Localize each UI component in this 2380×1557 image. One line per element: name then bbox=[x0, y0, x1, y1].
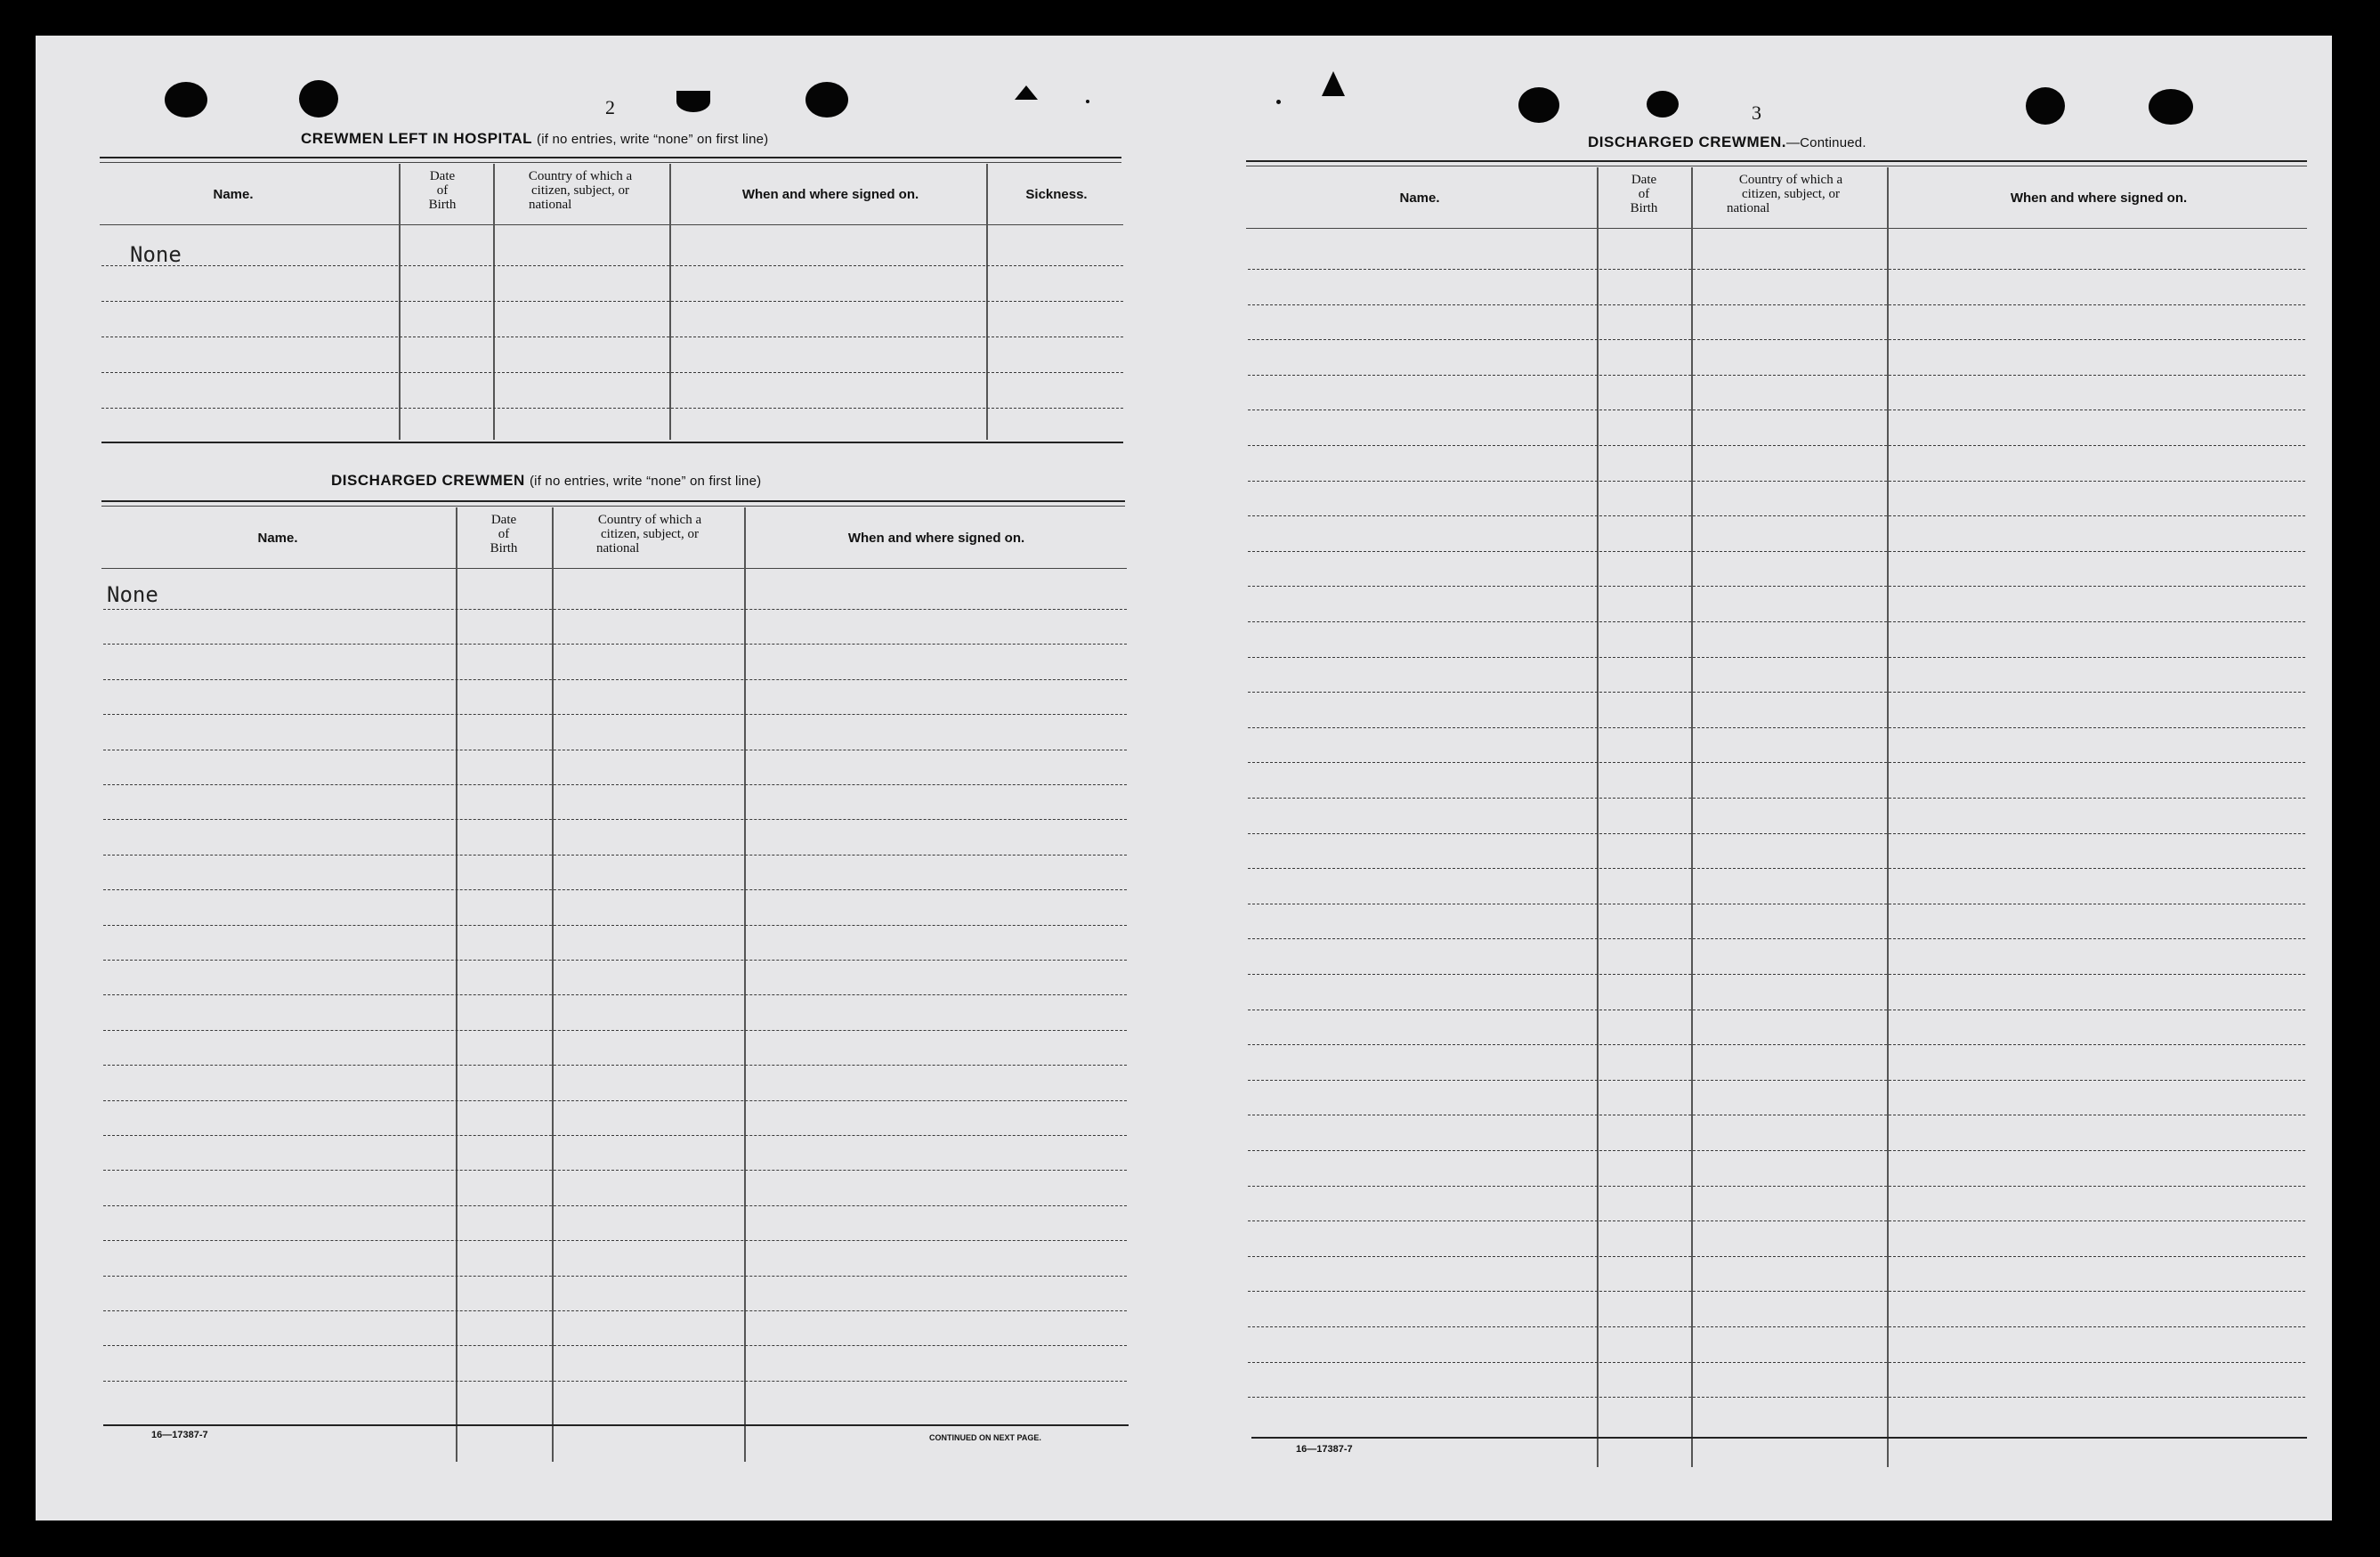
table-row-line bbox=[1248, 657, 2305, 658]
discharged-section-title bbox=[331, 472, 761, 490]
discharged-continued-title-text: DISCHARGED CREWMEN. bbox=[1588, 134, 1786, 150]
table-row-line bbox=[1248, 1080, 2305, 1081]
table-row-line bbox=[1248, 1291, 2305, 1292]
table-row-line bbox=[103, 1310, 1127, 1311]
table-row-line bbox=[103, 679, 1127, 680]
table-row-line bbox=[103, 855, 1127, 856]
table-row-line bbox=[101, 301, 1123, 302]
table-row-line bbox=[103, 1381, 1127, 1382]
table-row-line bbox=[1248, 586, 2305, 587]
discharged-title-text: DISCHARGED CREWMEN bbox=[331, 472, 525, 489]
table-row-line bbox=[1248, 692, 2305, 693]
document-page bbox=[36, 36, 2332, 1521]
right-col-signed: When and where signed on. bbox=[2010, 191, 2188, 206]
table-row-line bbox=[103, 1135, 1127, 1136]
right-col-country bbox=[1695, 173, 1887, 215]
table-row-line bbox=[103, 1345, 1127, 1346]
table-row-line bbox=[1248, 551, 2305, 552]
table-row-line bbox=[1248, 375, 2305, 376]
table-row-line bbox=[103, 1276, 1127, 1277]
dob-label-3: Birth bbox=[428, 198, 457, 212]
punch-hole bbox=[676, 91, 710, 112]
country-label-1: Country of which a bbox=[528, 169, 633, 183]
table-row-line bbox=[1248, 304, 2305, 305]
country-label-3: national bbox=[1727, 201, 1770, 215]
continued-note: CONTINUED ON NEXT PAGE. bbox=[929, 1433, 1041, 1442]
punch-hole bbox=[1518, 87, 1559, 123]
form-number: 16—17387-7 bbox=[1296, 1444, 1353, 1455]
table-row-line bbox=[1248, 621, 2305, 622]
table-row-line bbox=[1248, 1044, 2305, 1045]
table-row-line bbox=[103, 819, 1127, 820]
country-label-1: Country of which a bbox=[1738, 173, 1843, 187]
table-row-line bbox=[1248, 515, 2305, 516]
hospital-col-divider bbox=[986, 164, 988, 440]
right-bottom-rule bbox=[1251, 1437, 2307, 1439]
punch-hole bbox=[1647, 91, 1679, 118]
discharged-col-divider bbox=[552, 507, 554, 1462]
table-row-line bbox=[1248, 762, 2305, 763]
form-number: 16—17387-7 bbox=[151, 1430, 208, 1440]
hospital-col-divider bbox=[399, 164, 401, 440]
table-row-line bbox=[1248, 1186, 2305, 1187]
punch-hole bbox=[805, 82, 848, 118]
right-top-rule bbox=[1246, 160, 2307, 162]
table-row-line bbox=[1248, 833, 2305, 834]
table-row-line bbox=[103, 784, 1127, 785]
speck bbox=[1276, 100, 1281, 104]
hospital-col-sickness: Sickness. bbox=[1025, 187, 1088, 202]
hospital-bottom-rule bbox=[101, 442, 1123, 443]
table-row-line bbox=[1248, 868, 2305, 869]
right-col-name: Name. bbox=[1399, 191, 1440, 206]
dob-label-2: of bbox=[498, 527, 510, 541]
punch-hole bbox=[299, 80, 338, 118]
table-row-line bbox=[1248, 481, 2305, 482]
discharged-col-divider bbox=[456, 507, 457, 1462]
right-col-divider bbox=[1887, 167, 1889, 1467]
table-row-line bbox=[103, 609, 1127, 610]
table-row-line bbox=[1248, 269, 2305, 270]
table-row-line bbox=[103, 1205, 1127, 1206]
discharged-title-note: (if no entries, write “none” on first line) bbox=[529, 474, 762, 489]
table-row-line bbox=[1248, 727, 2305, 728]
hospital-title-text: CREWMEN LEFT IN HOSPITAL bbox=[301, 130, 532, 147]
hospital-col-country bbox=[493, 169, 668, 212]
hospital-col-divider bbox=[493, 164, 495, 440]
speck bbox=[1086, 100, 1089, 103]
hospital-first-entry: None bbox=[130, 242, 182, 267]
table-row-line bbox=[103, 960, 1127, 961]
discharged-first-entry: None bbox=[107, 582, 158, 607]
table-row-line bbox=[103, 1065, 1127, 1066]
discharged-continued-suffix: —Continued. bbox=[1785, 135, 1866, 150]
dob-label-3: Birth bbox=[490, 541, 518, 555]
table-row-line bbox=[103, 994, 1127, 995]
table-row-line bbox=[103, 889, 1127, 890]
hospital-col-dob bbox=[398, 169, 487, 212]
country-label-1: Country of which a bbox=[597, 513, 702, 527]
table-row-line bbox=[1248, 1150, 2305, 1151]
table-row-line bbox=[1248, 1220, 2305, 1221]
table-row-line bbox=[1248, 445, 2305, 446]
dob-label-2: of bbox=[1638, 187, 1650, 201]
discharged-top-rule-thin bbox=[101, 506, 1125, 507]
discharged-col-dob bbox=[459, 513, 548, 555]
table-row-line bbox=[1248, 1397, 2305, 1398]
dob-label-3: Birth bbox=[1630, 201, 1658, 215]
hospital-top-rule bbox=[100, 157, 1121, 158]
table-row-line bbox=[103, 1100, 1127, 1101]
dob-label-1: Date bbox=[1631, 173, 1657, 187]
hospital-col-signed: When and where signed on. bbox=[741, 187, 919, 202]
punch-hole bbox=[2026, 87, 2065, 125]
country-label-2: citizen, subject, or bbox=[1742, 187, 1840, 201]
dob-label-1: Date bbox=[429, 169, 456, 183]
table-row-line bbox=[101, 265, 1123, 266]
table-row-line bbox=[101, 408, 1123, 409]
hospital-col-divider bbox=[669, 164, 671, 440]
table-row-line bbox=[1248, 339, 2305, 340]
hospital-header-rule bbox=[100, 224, 1123, 225]
dob-label-1: Date bbox=[490, 513, 517, 527]
table-row-line bbox=[103, 644, 1127, 645]
table-row-line bbox=[1248, 1326, 2305, 1327]
table-row-line bbox=[103, 925, 1127, 926]
country-label-3: national bbox=[529, 198, 572, 212]
punch-mark bbox=[1322, 71, 1345, 96]
punch-hole bbox=[2149, 89, 2193, 125]
hospital-section-title bbox=[301, 130, 768, 148]
right-header-rule bbox=[1246, 228, 2307, 229]
discharged-col-divider bbox=[744, 507, 746, 1462]
table-row-line bbox=[103, 1030, 1127, 1031]
right-col-dob bbox=[1597, 173, 1691, 215]
page-number: 3 bbox=[1752, 101, 1761, 124]
table-row-line bbox=[1248, 1362, 2305, 1363]
country-label-2: citizen, subject, or bbox=[601, 527, 699, 541]
table-row-line bbox=[1248, 1256, 2305, 1257]
country-label-2: citizen, subject, or bbox=[531, 183, 629, 198]
table-row-line bbox=[103, 714, 1127, 715]
discharged-col-signed: When and where signed on. bbox=[847, 531, 1025, 546]
right-col-divider bbox=[1691, 167, 1693, 1467]
page-number: 2 bbox=[605, 96, 615, 118]
right-col-divider bbox=[1597, 167, 1599, 1467]
discharged-col-name: Name. bbox=[257, 531, 298, 546]
hospital-col-name: Name. bbox=[213, 187, 254, 202]
table-row-line bbox=[103, 1240, 1127, 1241]
table-row-line bbox=[103, 1170, 1127, 1171]
country-label-3: national bbox=[596, 541, 640, 555]
discharged-top-rule bbox=[101, 500, 1125, 502]
hospital-top-rule-thin bbox=[100, 162, 1121, 163]
table-row-line bbox=[101, 372, 1123, 373]
discharged-header-rule bbox=[101, 568, 1127, 569]
dob-label-2: of bbox=[436, 183, 449, 198]
discharged-continued-title bbox=[1588, 134, 1866, 151]
discharged-col-country bbox=[555, 513, 744, 555]
hospital-title-note: (if no entries, write “none” on first line) bbox=[537, 132, 769, 147]
punch-hole bbox=[165, 82, 207, 118]
table-row-line bbox=[1248, 938, 2305, 939]
punch-mark bbox=[1015, 85, 1038, 100]
discharged-bottom-rule bbox=[103, 1424, 1129, 1426]
table-row-line bbox=[1248, 974, 2305, 975]
table-row-line bbox=[1248, 798, 2305, 799]
